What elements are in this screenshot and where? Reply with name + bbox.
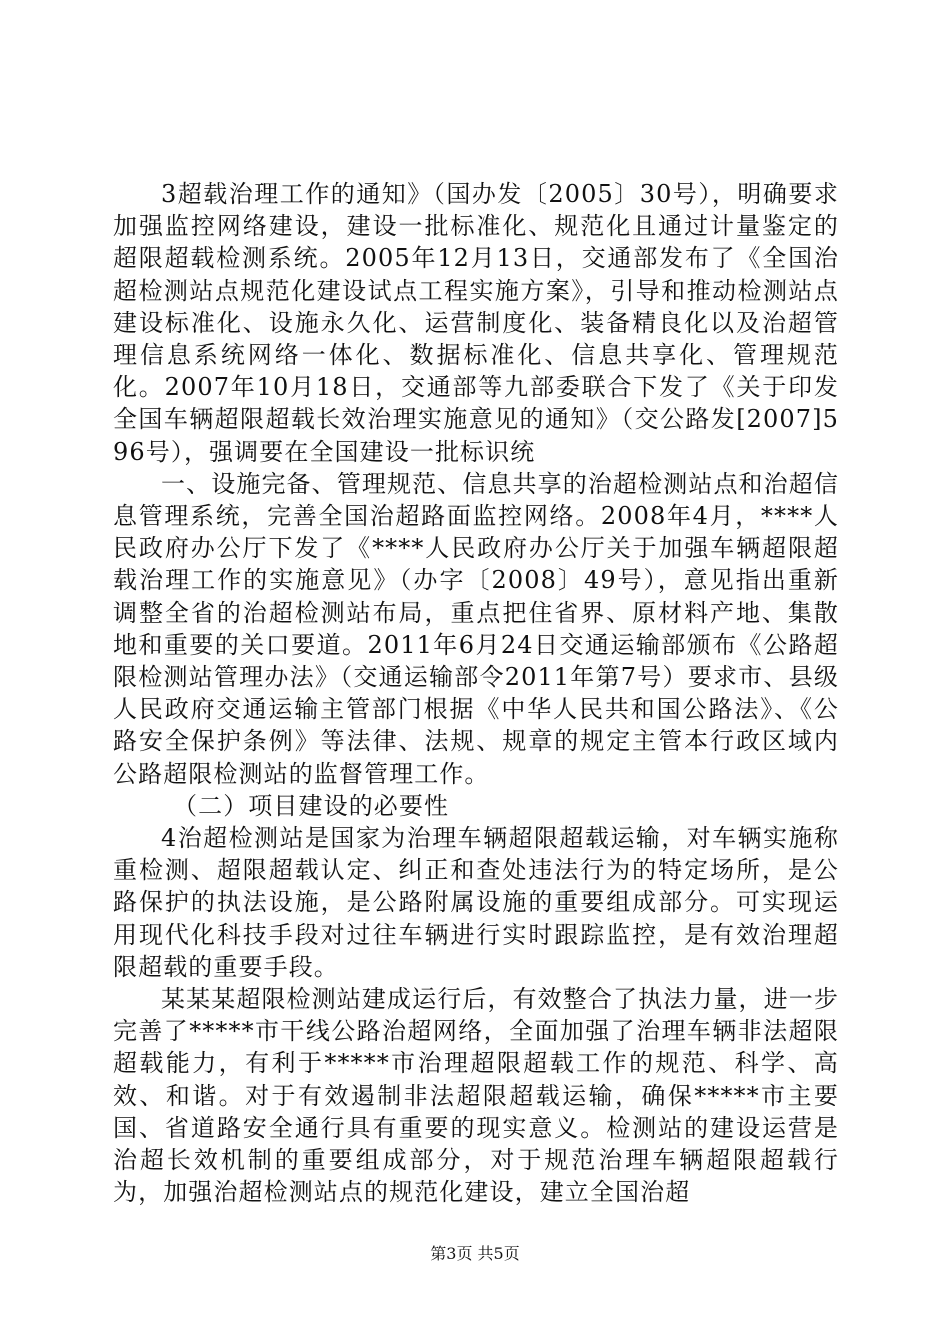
page-footer [0,1244,950,1264]
paragraph-station-definition: 4治超检测站是国家为治理车辆超限超载运输，对车辆实施称重检测、超限超载认定、纠正和查处违法行为的特定场所，是公路保护的执法设施，是公路附属设施的重要组成部分。可实现运用现代化科技手段对过往车辆进行实时跟踪监控，是有效治理超限超载的重要手段。 [113,824,839,981]
document-body [113,178,839,1209]
section-heading-necessity: （二）项目建设的必要性 [173,791,450,820]
paragraph-notice-requirements: 3超载治理工作的通知》（国办发〔2005〕30号），明确要求加强监控网络建设，建设一批标准化、规范化且通过计量鉴定的超限超载检测系统。2005年12月13日，交通部发布了《全国治超检测站点规范化建设试点工程实施方案》，引导和推动检测站点建设标准化、设施永久化、运营制度化、装备精良化以及治超管理信息系统网络一体化、数据标准化、信息共享化、管理规范化。2007年10月18日，交通部等九部委联合下发了《关于印发全国车辆超限超载长效治理实施意见的通知》（交公路发[2007]596号），强调要在全国建设一批标识统 [113,180,839,466]
page-number-label: 第3页 共5页 [430,1244,520,1263]
paragraph-station-significance: 某某某超限检测站建成运行后，有效整合了执法力量，进一步完善了*****市干线公路治超网络，全面加强了治理车辆非法超限超载能力，有利于*****市治理超限超载工作的规范、科学、高效、和谐。对于有效遏制非法超限超载运输，确保*****市主要国、省道路安全通行具有重要的现实意义。检测站的建设运营是治超长效机制的重要组成部分，对于规范治理车辆超限超载行为，加强治超检测站点的规范化建设，建立全国治超 [113,985,839,1207]
paragraph-station-standards: 一、设施完备、管理规范、信息共享的治超检测站点和治超信息管理系统，完善全国治超路面监控网络。2008年4月，****人民政府办公厅下发了《****人民政府办公厅关于加强车辆超限超载治理工作的实施意见》（办字〔2008〕49号），意见指出重新调整全省的治超检测站布局，重点把住省界、原材料产地、集散地和重要的关口要道。2011年6月24日交通运输部颁布《公路超限检测站管理办法》（交通运输部令2011年第7号）要求市、县级人民政府交通运输主管部门根据《中华人民共和国公路法》、《公路安全保护条例》等法律、法规、规章的规定主管本行政区域内公路超限检测站的监督管理工作。 [113,469,839,788]
